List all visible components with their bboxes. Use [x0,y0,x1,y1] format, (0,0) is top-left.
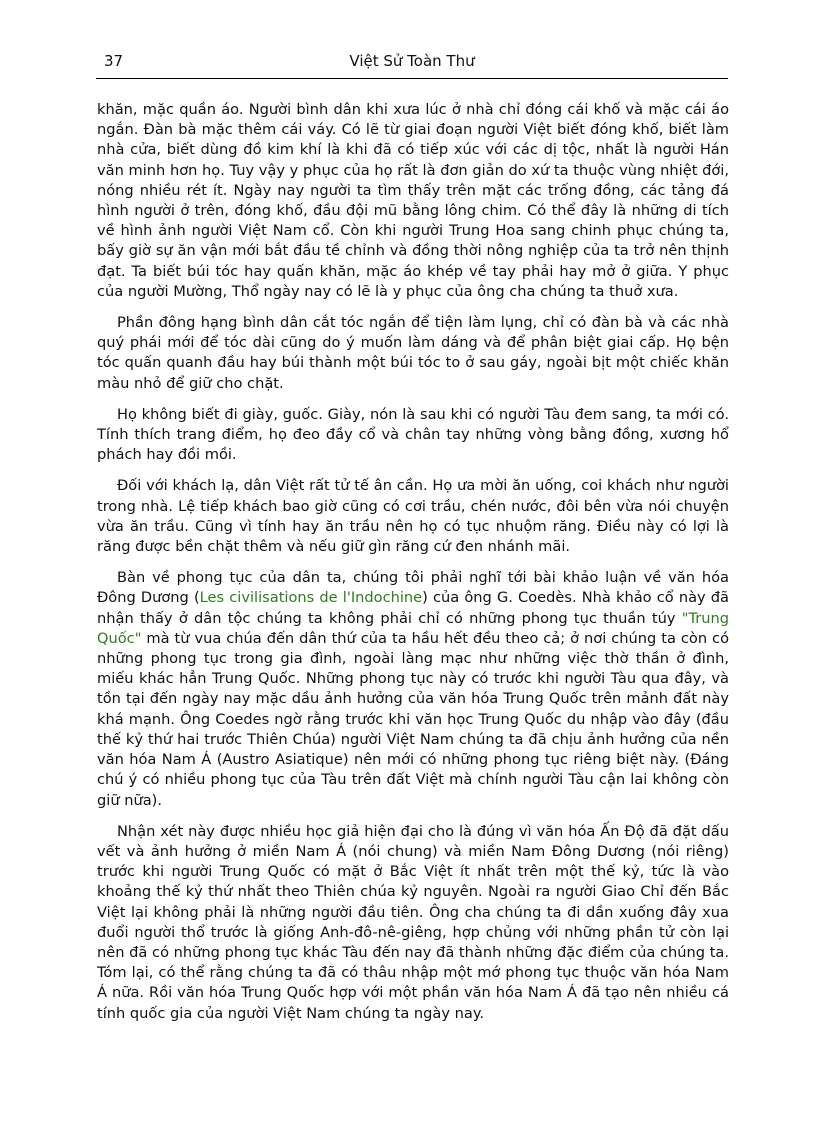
page-header [96,48,728,79]
paragraph-1: khăn, mặc quần áo. Người bình dân khi xưa lúc ở nhà chỉ đóng cái khố và mặc cái áo ngắn. Đàn bà mặc thêm cái váy. Có lẽ từ giai đoạn người Việt biết đóng khố, biết làm nhà cửa, biết dùng đồ kim khí là khi đã có tiếp xúc với các dị tộc, nhất là người Hán văn minh hơn họ. Tuy vậy y phục của họ rất là đơn giản do xứ ta thuộc vùng nhiệt đới, nóng nhiều rét ít. Ngày nay người ta tìm thấy trên mặt các trống đồng, các tảng đá hình người ở trên, đóng khố, đầu đội mũ bằng lông chim. Có thể đây là những di tích về hình ảnh người Việt Nam cổ. Còn khi người Trung Hoa sang chinh phục chúng ta, bấy giờ sự ăn vận mới bắt đầu tề chỉnh và đồng thời nông nghiệp của ta trở nên thịnh đạt. Ta biết búi tóc hay quấn khăn, mặc áo khép về tay phải hay mở ở giữa. Y phục của người Mường, Thổ ngày nay có lẽ là y phục của ông cha chúng ta thuở xưa. [97,101,729,300]
paragraph-5-text-c: mà từ vua chúa đến dân thứ của ta hầu hết đều theo cả; ở nơi chúng ta còn có những phong tục trong gia đình, ngoài làng mạc như những việc thờ thần ở đình, miếu khác hẳn Trung Quốc. Những phong tục này có trước khi người Tàu qua đây, và tồn tại đến ngày nay mặc dầu ảnh hưởng của văn hóa Trung Quốc trên mảnh đất này khá mạnh. Ông Coedes ngờ rằng trước khi văn học Trung Quốc du nhập vào đây (đầu thế kỷ thứ hai trước Thiên Chúa) người Việt Nam chúng ta đã chịu ảnh hưởng của nền văn hóa Nam Á (Austro Asiatique) nên mới có những phong tục riêng biệt này. (Đáng chú ý có nhiều phong tục của Tàu trên đất Việt mà chính người Tàu cận lai không còn giữ nữa). [97,629,729,809]
paragraph-5-text-a: Bàn về phong tục của dân ta, chúng tôi phải nghĩ tới bài khảo luận về văn hóa Đông Dương ( [97,569,729,607]
paragraph-6: Nhận xét này được nhiều học giả hiện đại cho là đúng vì văn hóa Ấn Độ đã đặt dấu vết và ảnh hưởng ở miền Nam Á (nói chung) và miền Nam Đông Dương (nói riêng) trước khi người Trung Quốc có mặt ở Bắc Việt ít nhất trên một thế kỷ, tức là vào khoảng thế kỷ thứ nhất theo Thiên chúa kỷ nguyên. Ngoài ra người Giao Chỉ đến Bắc Việt lại không phải là những người đầu tiên. Ông cha chúng ta đi dần xuống đây xua đuổi người thổ trước là giống Anh-đô-nê-giêng, hợp chủng với những phần tử còn lại nên đã có những phong tục khác Tàu đến nay đã thành những đặc điểm của chúng ta. Tóm lại, có thể rằng chúng ta đã có thâu nhập một mớ phong tục thuộc văn hóa Nam Á nữa. Rồi văn hóa Trung Quốc hợp với một phần văn hóa Nam Á đã tạo nên nhiều cá tính quốc gia của người Việt Nam chúng ta ngày nay. [97,822,729,1022]
body-text [97,100,729,1035]
paragraph-2: Phần đông hạng bình dân cắt tóc ngắn để tiện làm lụng, chỉ có đàn bà và các nhà quý phái mới để tóc dài cũng do ý muốn làm dáng và để phân biệt giai cấp. Họ bện tóc quấn quanh đầu hay búi thành một búi tóc to ở sau gáy, ngoài bịt một chiếc khăn màu nhỏ để giữ cho chặt. [97,314,729,392]
paragraph-5 [97,568,729,810]
paragraph-5-text-b: ) của ông G. Coedès. Nhà khảo cổ này đã nhận thấy ở dân tộc chúng ta không phải chỉ có những phong tục thuần túy [97,589,729,627]
highlighted-quote: "Trung Quốc" [97,609,729,647]
book-title: Việt Sử Toàn Thư [349,52,475,70]
paragraph-3: Họ không biết đi giày, guốc. Giày, nón là sau khi có người Tàu đem sang, ta mới có. Tính thích trang điểm, họ đeo đầy cổ và chân tay những vòng bằng đồng, xương hổ phách hay đồi mồi. [97,405,729,464]
book-reference-link[interactable]: Les civilisations de l'Indochine [199,589,423,607]
paragraph-4: Đối với khách lạ, dân Việt rất tử tế ân cần. Họ ưa mời ăn uống, coi khách như người trong nhà. Lệ tiếp khách bao giờ cũng có cơi trầu, chén nước, đôi bên vừa nói chuyện vừa ăn trầu. Cũng vì tính hay ăn trầu nên họ có tục nhuộm răng. Điều này có lợi là răng được bền chặt thêm và nếu giữ gìn răng cứ đen nhánh mãi. [97,477,729,556]
page-number: 37 [104,52,124,70]
